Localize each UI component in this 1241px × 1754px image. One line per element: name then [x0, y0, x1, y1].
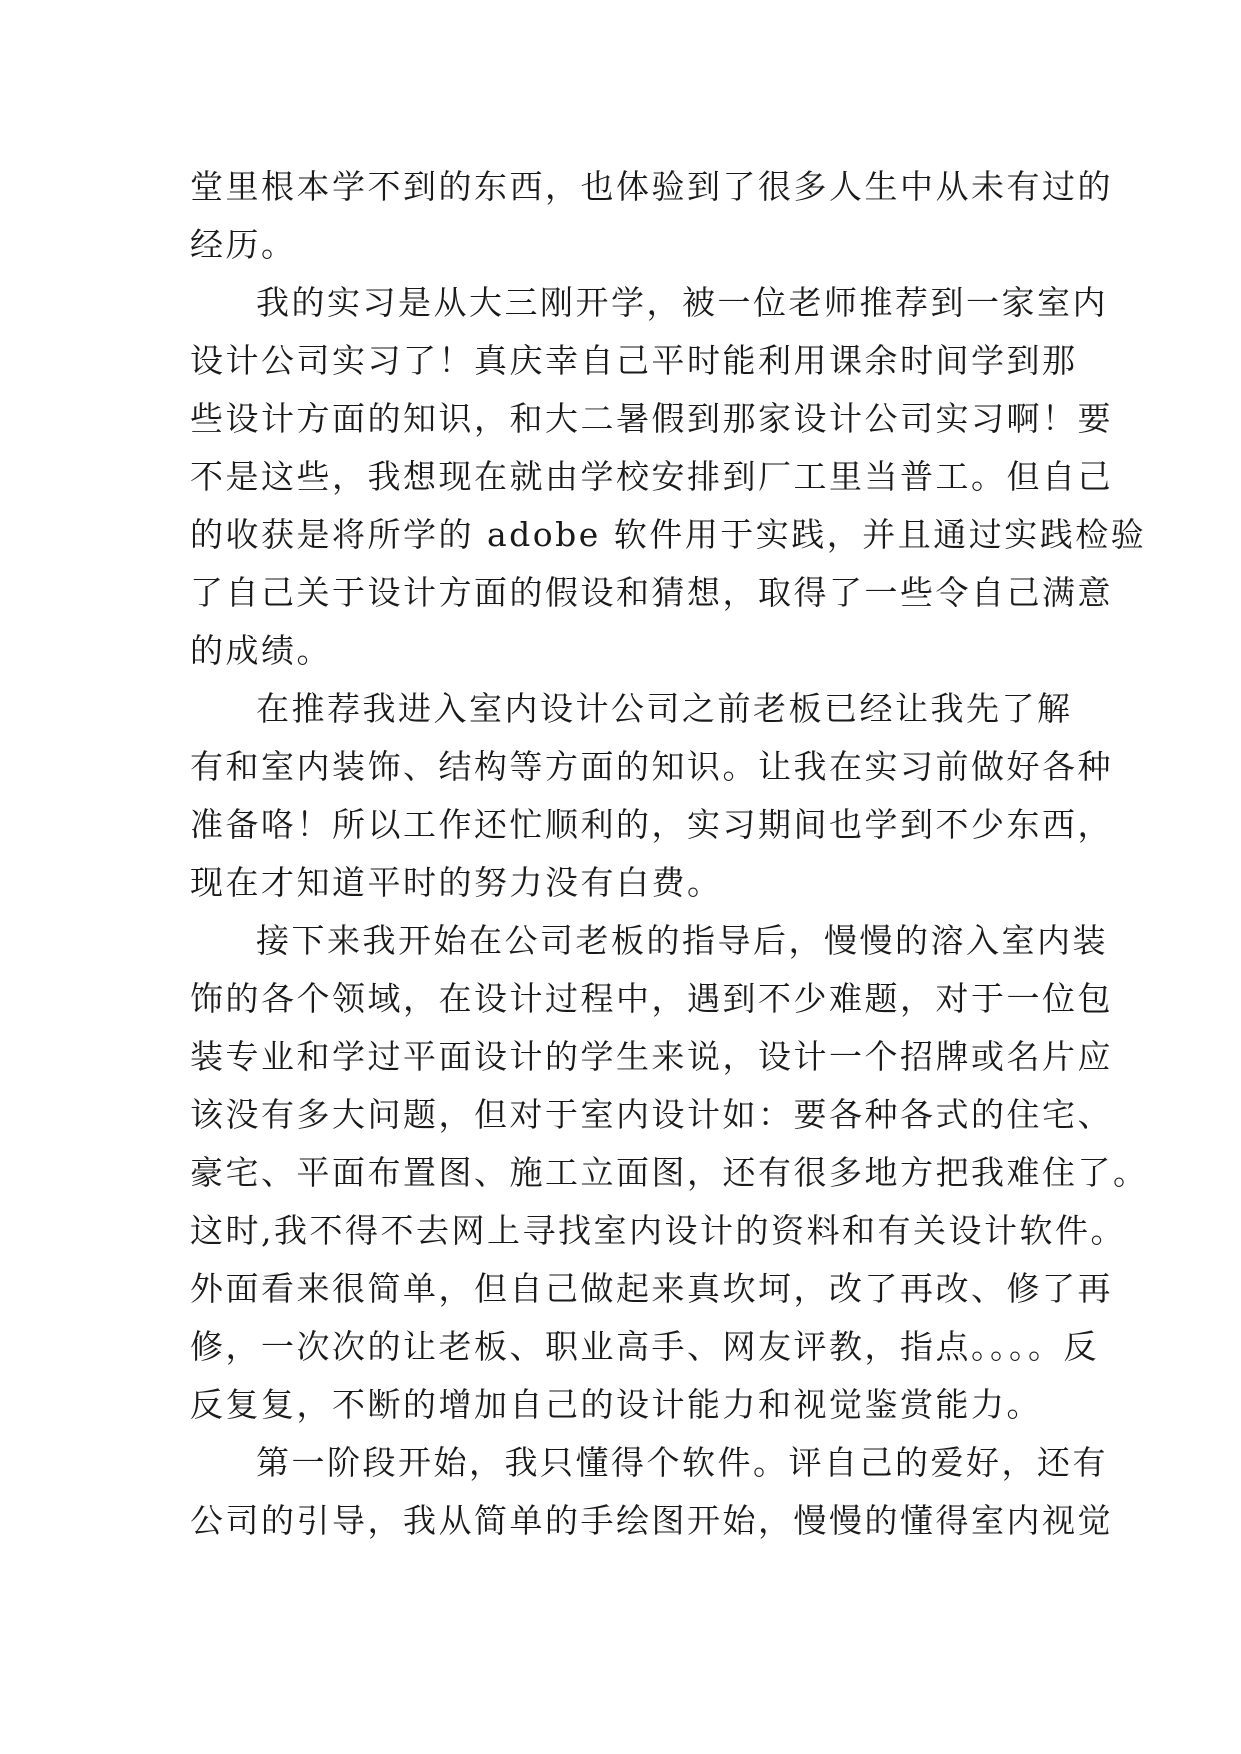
text-line: 准备咯！所以工作还忙顺利的，实习期间也学到不少东西，: [190, 805, 1113, 844]
text-line: 不是这些，我想现在就由学校安排到厂工里当普工。但自己: [190, 457, 1113, 496]
paragraph-first-line: 在推荐我进入室内设计公司之前老板已经让我先了解: [256, 689, 1073, 728]
text-line: 该没有多大问题，但对于室内设计如：要各种各式的住宅、: [190, 1095, 1113, 1134]
text-line: 设计公司实习了！真庆幸自己平时能利用课余时间学到那: [190, 341, 1078, 380]
text-line: 外面看来很简单，但自己做起来真坎坷，改了再改、修了再: [190, 1269, 1113, 1308]
text-line: 豪宅、平面布置图、施工立面图，还有很多地方把我难住了。: [190, 1153, 1149, 1192]
text-line: 装专业和学过平面设计的学生来说，设计一个招牌或名片应: [190, 1037, 1113, 1076]
text-line: 公司的引导，我从简单的手绘图开始，慢慢的懂得室内视觉: [190, 1501, 1113, 1540]
text-line: 些设计方面的知识，和大二暑假到那家设计公司实习啊！要: [190, 399, 1113, 438]
text-line: 了自己关于设计方面的假设和猜想，取得了一些令自己满意: [190, 573, 1113, 612]
paragraph-first-line: 第一阶段开始，我只懂得个软件。评自己的爱好，还有: [256, 1443, 1108, 1482]
paragraph-first-line: 接下来我开始在公司老板的指导后，慢慢的溶入室内装: [256, 921, 1108, 960]
text-line: 这时,我不得不去网上寻找室内设计的资料和有关设计软件。: [190, 1211, 1126, 1250]
text-line: 有和室内装饰、结构等方面的知识。让我在实习前做好各种: [190, 747, 1113, 786]
text-line: 经历。: [190, 225, 297, 264]
text-line: 修，一次次的让老板、职业高手、网友评教，指点。。。。反: [190, 1327, 1099, 1366]
text-line: 堂里根本学不到的东西，也体验到了很多人生中从未有过的: [190, 167, 1113, 206]
text-line: 饰的各个领域，在设计过程中，遇到不少难题，对于一位包: [190, 979, 1113, 1018]
paragraph-first-line: 我的实习是从大三刚开学，被一位老师推荐到一家室内: [256, 283, 1108, 322]
text-line: 的收获是将所学的 adobe 软件用于实践，并且通过实践检验: [190, 515, 1147, 554]
text-line: 现在才知道平时的努力没有白费。: [190, 863, 723, 902]
text-line: 反复复，不断的增加自己的设计能力和视觉鉴赏能力。: [190, 1385, 1042, 1424]
text-line: 的成绩。: [190, 631, 332, 670]
